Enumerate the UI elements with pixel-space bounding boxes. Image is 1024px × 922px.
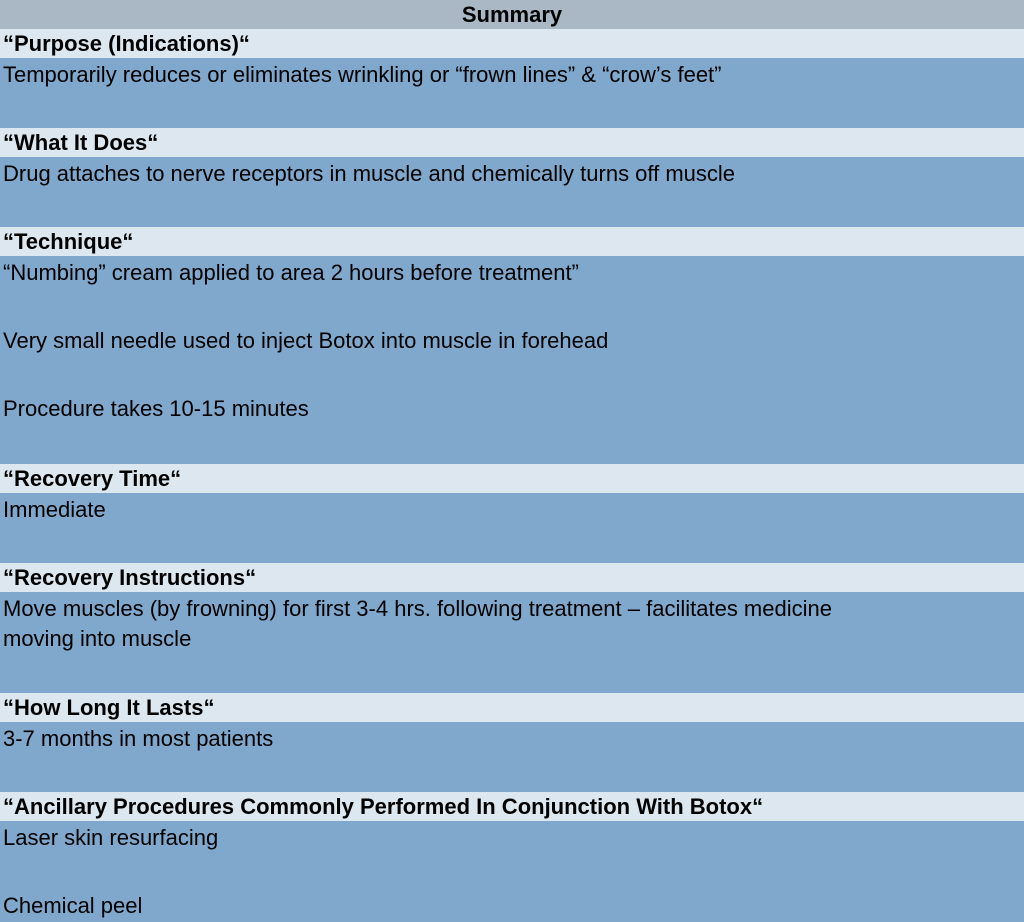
section-heading-technique: “Technique“ bbox=[0, 227, 1024, 256]
section-line: “Numbing” cream applied to area 2 hours before treatment” bbox=[3, 260, 579, 285]
summary-title: Summary bbox=[0, 0, 1024, 29]
section-body-what-it-does bbox=[0, 159, 1024, 189]
section-body-technique bbox=[0, 258, 1024, 424]
section-heading-what-it-does: “What It Does“ bbox=[0, 128, 1024, 157]
section-body-recovery-instructions bbox=[0, 594, 1024, 654]
section-heading-ancillary: “Ancillary Procedures Commonly Performed In Conjunction With Botox“ bbox=[0, 792, 1024, 821]
section-line: Immediate bbox=[3, 497, 106, 522]
section-body-how-long bbox=[0, 724, 1024, 754]
section-line: Very small needle used to inject Botox into muscle in forehead bbox=[3, 328, 609, 353]
section-line: 3-7 months in most patients bbox=[3, 726, 274, 751]
section-line: Drug attaches to nerve receptors in muscle and chemically turns off muscle bbox=[3, 161, 736, 186]
section-heading-purpose: “Purpose (Indications)“ bbox=[0, 29, 1024, 58]
section-line: moving into muscle bbox=[3, 626, 192, 651]
section-heading-how-long: “How Long It Lasts“ bbox=[0, 693, 1024, 722]
section-line: Laser skin resurfacing bbox=[3, 825, 219, 850]
section-line: Temporarily reduces or eliminates wrinkling or “frown lines” & “crow’s feet” bbox=[3, 62, 722, 87]
section-body-ancillary bbox=[0, 823, 1024, 921]
section-line: Chemical peel bbox=[3, 893, 143, 918]
section-line: Procedure takes 10-15 minutes bbox=[3, 396, 309, 421]
section-body-purpose bbox=[0, 60, 1024, 90]
section-heading-recovery-time: “Recovery Time“ bbox=[0, 464, 1024, 493]
section-line: Move muscles (by frowning) for first 3-4 hrs. following treatment – facilitates medicine bbox=[3, 596, 832, 621]
section-body-recovery-time bbox=[0, 495, 1024, 525]
section-heading-recovery-instructions: “Recovery Instructions“ bbox=[0, 563, 1024, 592]
